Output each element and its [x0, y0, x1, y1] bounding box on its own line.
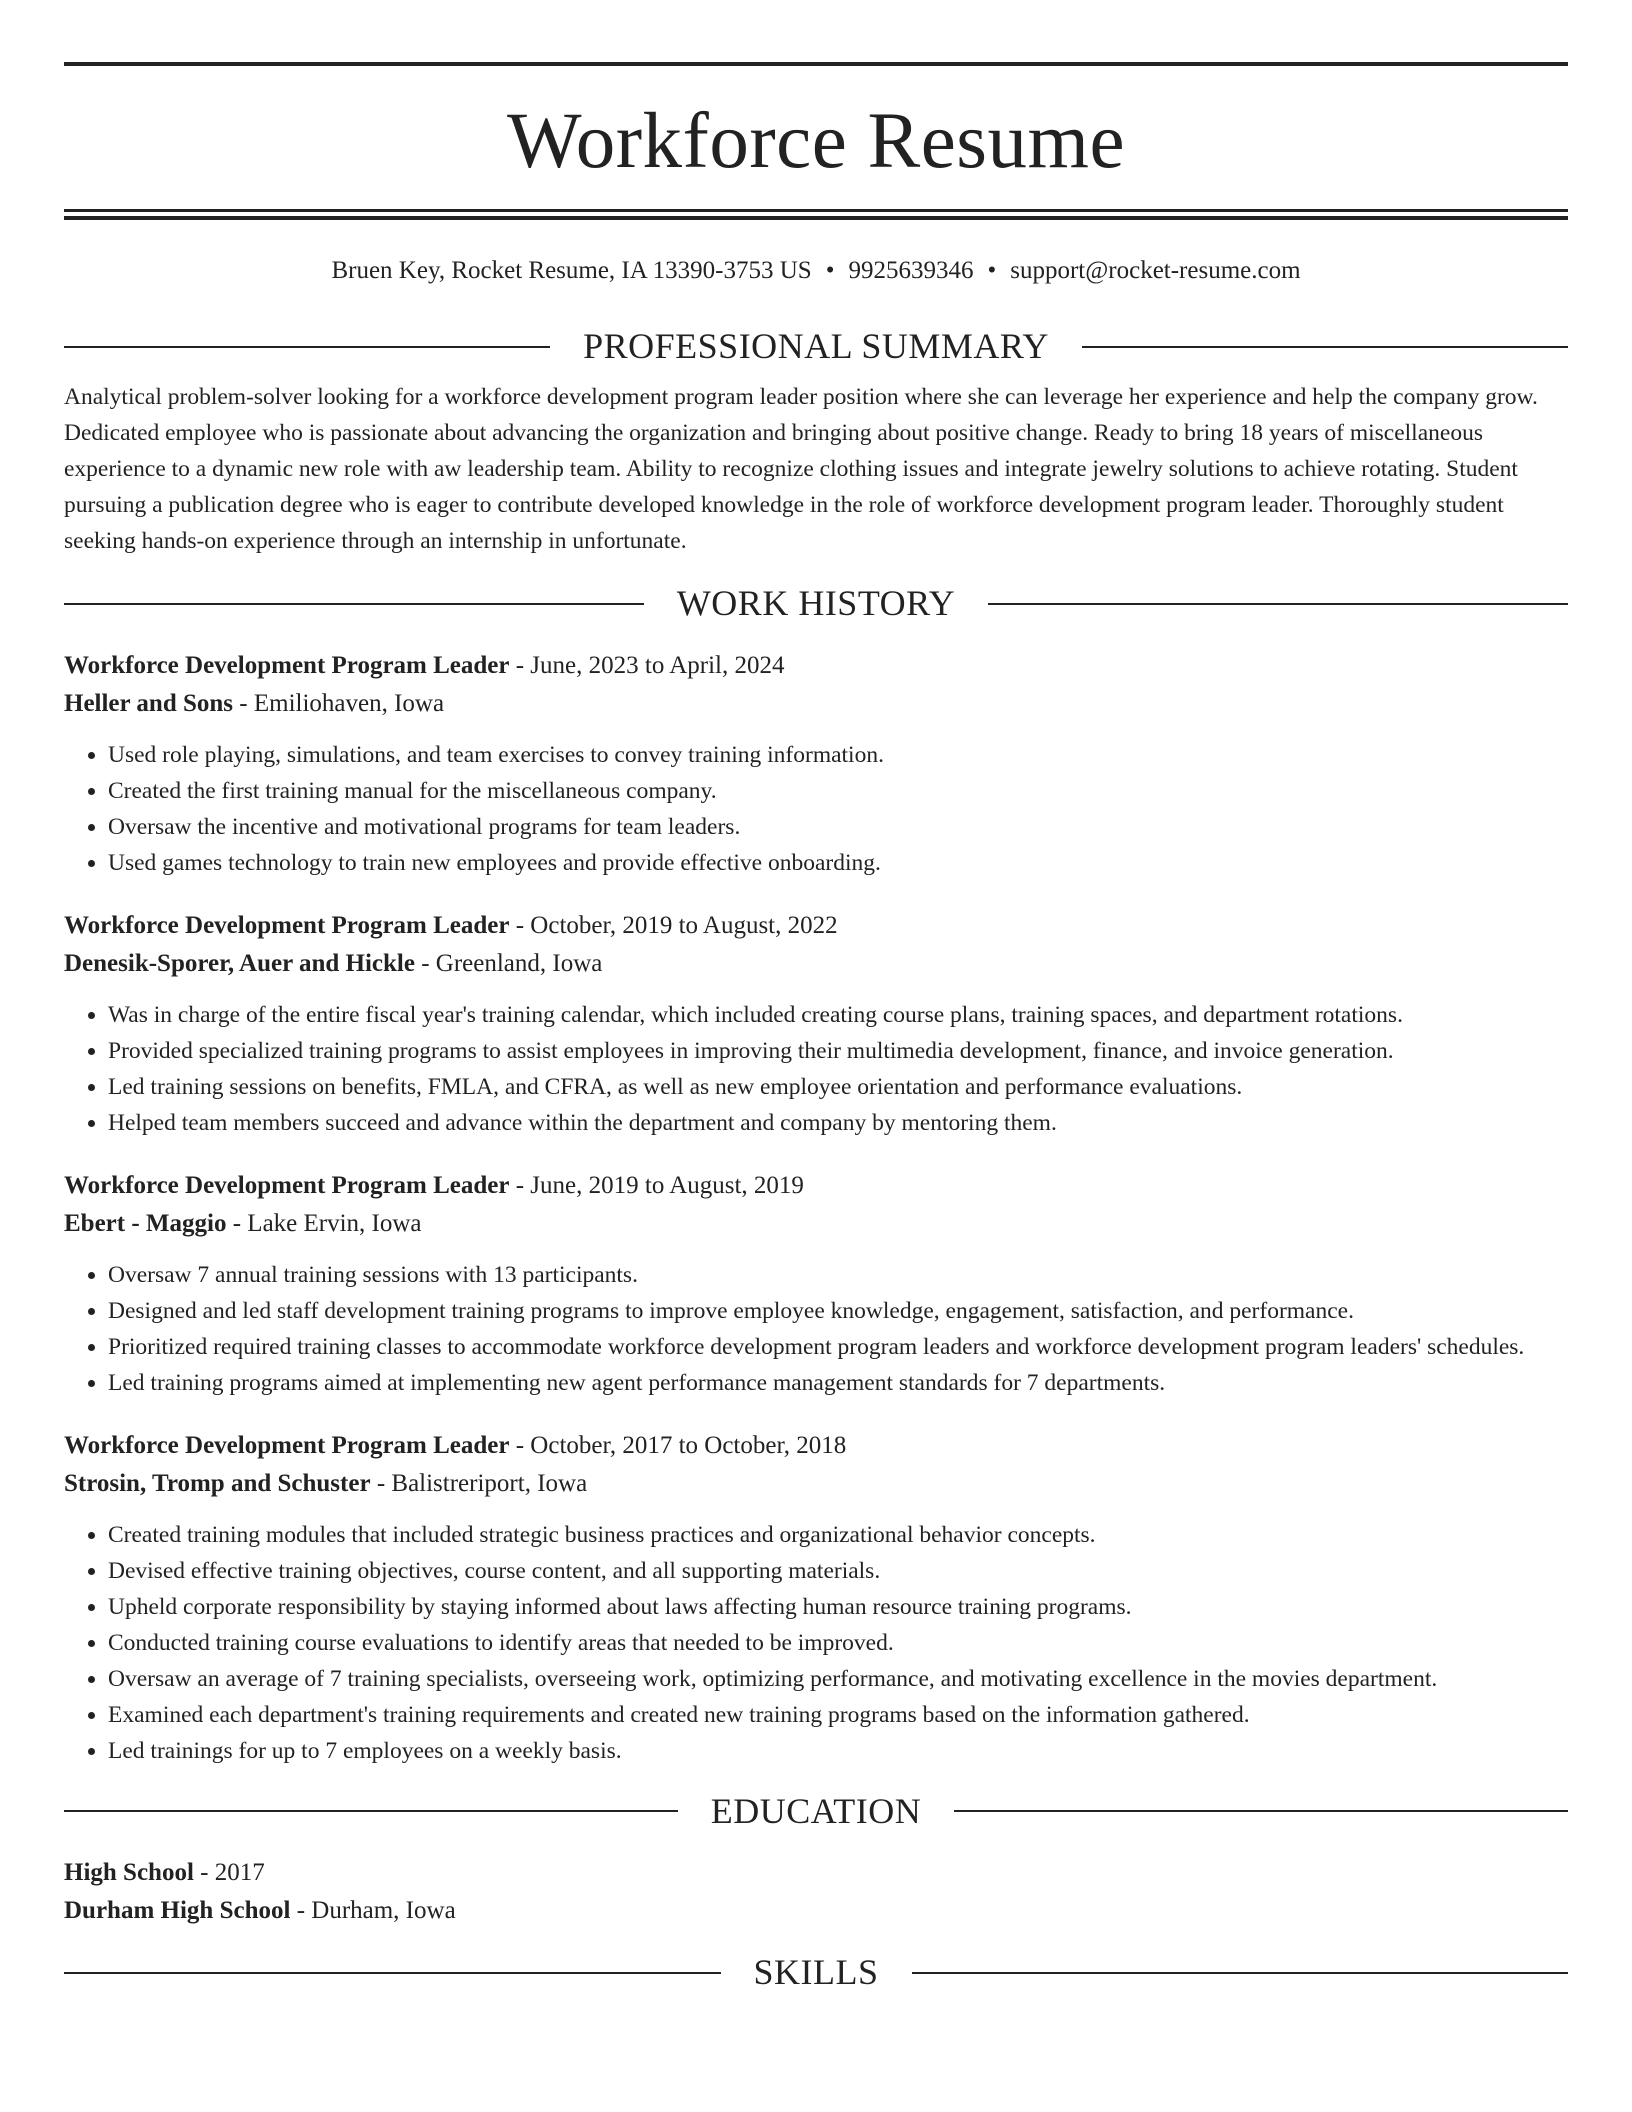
job-company: Strosin, Tromp and Schuster	[64, 1469, 371, 1497]
job-bullets	[64, 1257, 1568, 1401]
contact-email: support@rocket-resume.com	[1010, 257, 1301, 284]
section-heading-summary	[64, 326, 1568, 367]
heading-rule	[64, 603, 644, 605]
summary-text: Analytical problem-solver looking for a workforce development program leader position where she can leverage her experience and help the company grow. Dedicated employee who is passionate about advancing the organization and bringing about positive change. Ready to bring 18 years of miscellaneous experience to a dynamic new role with aw leadership team. Ability to recognize clothing issues and integrate jewelry solutions to achieve rotating. Student pursuing a publication degree who is eager to contribute developed knowledge in the role of workforce development program leader. Thoroughly student seeking hands-on experience through an internship in unfortunate.	[64, 384, 1538, 555]
job-bullet: • Used games technology to train new employees and provide effective onboarding.	[108, 845, 1568, 881]
double-rule	[64, 209, 1568, 220]
job-bullet: • Examined each department's training requirements and created new training programs based on the information gathered.	[108, 1697, 1568, 1733]
section-title: WORK HISTORY	[676, 583, 956, 624]
section-heading-work-history	[64, 583, 1568, 624]
job-bullets	[64, 997, 1568, 1141]
job-title: Workforce Development Program Leader	[64, 1171, 510, 1199]
contact-separator: •	[825, 257, 835, 284]
job-company-line	[64, 945, 1568, 983]
job-dates: - October, 2017 to October, 2018	[509, 1431, 847, 1459]
job-bullet: • Was in charge of the entire fiscal year's training calendar, which included creating course plans, training spaces, and department rotations.	[108, 997, 1568, 1033]
education-location: - Durham, Iowa	[290, 1897, 456, 1925]
job-location: - Balistreriport, Iowa	[370, 1469, 588, 1497]
job-title: Workforce Development Program Leader	[64, 911, 510, 939]
heading-rule	[64, 346, 550, 348]
job-entry	[64, 1167, 1568, 1401]
job-entry	[64, 647, 1568, 881]
job-bullet: • Created training modules that included strategic business practices and organizational behavior concepts.	[108, 1517, 1568, 1553]
job-title: Workforce Development Program Leader	[64, 651, 510, 679]
job-company: Heller and Sons	[64, 689, 234, 717]
education-entry	[64, 1854, 1568, 1930]
job-company-line	[64, 685, 1568, 723]
job-bullet: • Conducted training course evaluations to identify areas that needed to be improved.	[108, 1625, 1568, 1661]
job-bullet: • Led training programs aimed at implementing new agent performance management standards for 7 departments.	[108, 1365, 1568, 1401]
job-title: Workforce Development Program Leader	[64, 1431, 510, 1459]
job-location: - Lake Ervin, Iowa	[226, 1209, 422, 1237]
resume-page	[64, 0, 1568, 1994]
job-bullets	[64, 737, 1568, 881]
job-bullet: • Oversaw 7 annual training sessions with 13 participants.	[108, 1257, 1568, 1293]
job-bullet: • Oversaw an average of 7 training specialists, overseeing work, optimizing performance, and motivating excellence in the movies department.	[108, 1661, 1568, 1697]
job-bullet: • Prioritized required training classes to accommodate workforce development program leaders and workforce development program leaders' schedules.	[108, 1329, 1568, 1365]
job-bullet: • Oversaw the incentive and motivational programs for team leaders.	[108, 809, 1568, 845]
job-company: Ebert - Maggio	[64, 1209, 227, 1237]
heading-rule	[988, 603, 1568, 605]
resume-name: Workforce Resume	[506, 98, 1126, 185]
education-degree-line	[64, 1854, 1568, 1892]
job-bullet: • Created the first training manual for the miscellaneous company.	[108, 773, 1568, 809]
job-title-line	[64, 907, 1568, 945]
work-history-list	[64, 647, 1568, 1769]
job-company-line	[64, 1465, 1568, 1503]
education-year: - 2017	[193, 1859, 265, 1887]
section-title: SKILLS	[753, 1952, 879, 1993]
education-degree: High School	[64, 1859, 194, 1887]
job-dates: - June, 2023 to April, 2024	[509, 651, 785, 679]
job-entry	[64, 1427, 1568, 1769]
job-location: - Greenland, Iowa	[414, 949, 603, 977]
education-school-line	[64, 1892, 1568, 1930]
section-title: PROFESSIONAL SUMMARY	[583, 326, 1049, 366]
job-bullet: • Provided specialized training programs to assist employees in improving their multimedia development, finance, and invoice generation.	[108, 1033, 1568, 1069]
section-heading-education	[64, 1791, 1568, 1832]
heading-rule	[954, 1810, 1568, 1812]
heading-rule	[912, 1972, 1569, 1974]
job-title-line	[64, 1427, 1568, 1465]
job-bullet: • Designed and led staff development training programs to improve employee knowledge, engagement, satisfaction, and performance.	[108, 1293, 1568, 1329]
contact-line	[64, 256, 1568, 286]
job-location: - Emiliohaven, Iowa	[233, 689, 445, 717]
contact-separator: •	[987, 257, 997, 284]
job-company-line	[64, 1205, 1568, 1243]
job-dates: - June, 2019 to August, 2019	[509, 1171, 804, 1199]
education-school: Durham High School	[64, 1897, 291, 1925]
contact-address: Bruen Key, Rocket Resume, IA 13390-3753 US	[331, 257, 812, 284]
job-company: Denesik-Sporer, Auer and Hickle	[64, 949, 415, 977]
job-bullet: • Upheld corporate responsibility by staying informed about laws affecting human resource training programs.	[108, 1589, 1568, 1625]
contact-phone: 9925639346	[848, 257, 974, 284]
section-heading-skills	[64, 1952, 1568, 1993]
section-title: EDUCATION	[710, 1790, 922, 1831]
job-dates: - October, 2019 to August, 2022	[509, 911, 838, 939]
job-bullet: • Led trainings for up to 7 employees on a weekly basis.	[108, 1733, 1568, 1769]
job-bullet: • Devised effective training objectives, course content, and all supporting materials.	[108, 1553, 1568, 1589]
job-bullet: • Helped team members succeed and advance within the department and company by mentoring them.	[108, 1105, 1568, 1141]
job-title-line	[64, 1167, 1568, 1205]
top-rule	[64, 62, 1568, 66]
heading-rule	[1082, 346, 1568, 348]
job-bullet: • Used role playing, simulations, and team exercises to convey training information.	[108, 737, 1568, 773]
heading-rule	[64, 1972, 721, 1974]
job-bullet: • Led training sessions on benefits, FMLA, and CFRA, as well as new employee orientation and performance evaluations.	[108, 1069, 1568, 1105]
job-entry	[64, 907, 1568, 1141]
job-title-line	[64, 647, 1568, 685]
heading-rule	[64, 1810, 678, 1812]
job-bullets	[64, 1517, 1568, 1769]
